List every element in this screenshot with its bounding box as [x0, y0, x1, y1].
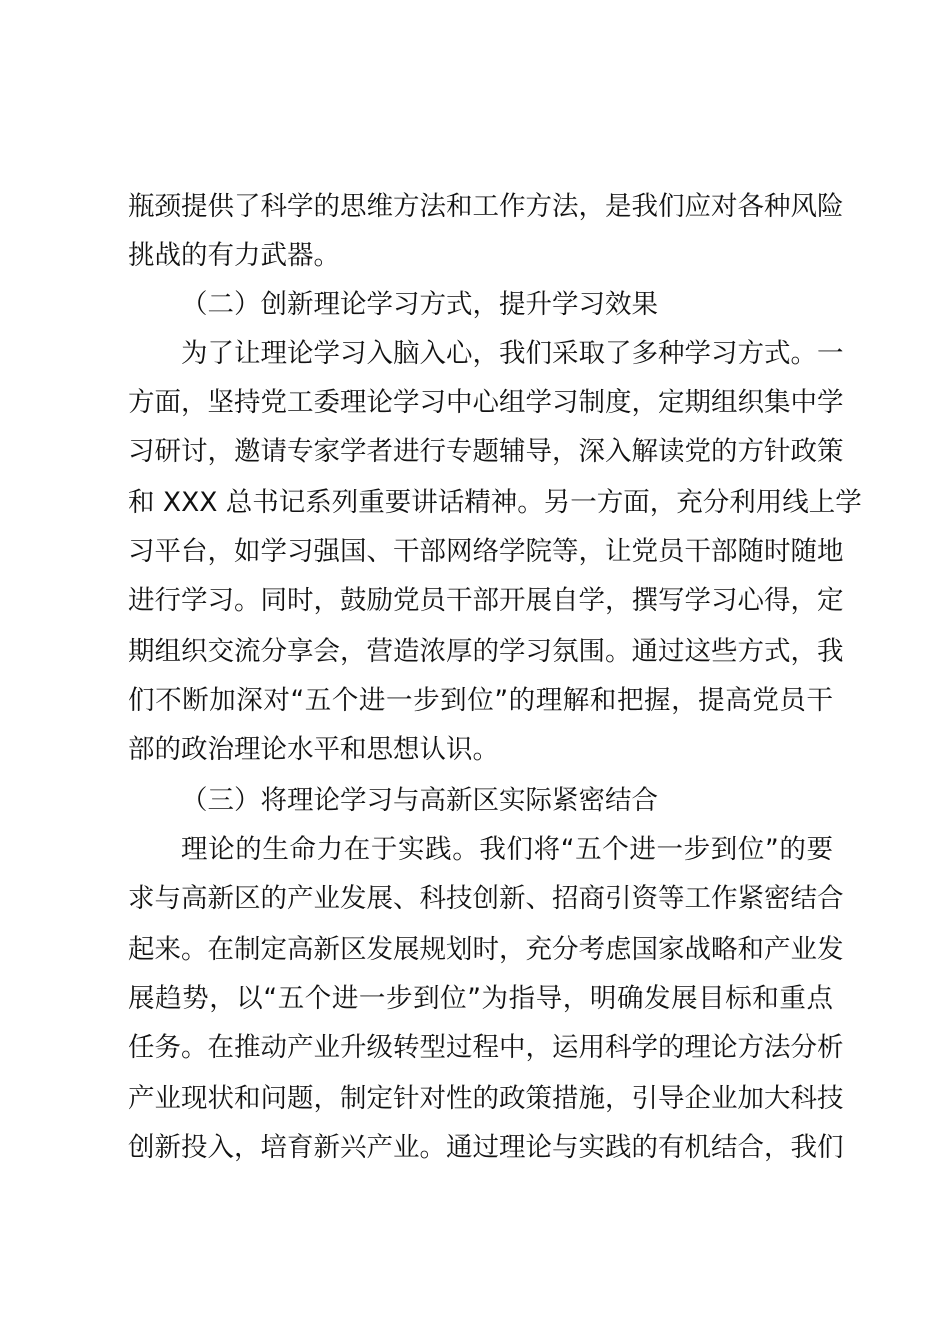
paragraph-line: 任务。在推动产业升级转型过程中，运用科学的理论方法分析 [128, 1032, 844, 1063]
paragraph-line: 展趋势，以“五个进一步到位”为指导，明确发展目标和重点 [128, 983, 833, 1014]
paragraph-line: 进行学习。同时，鼓励党员干部开展自学，撰写学习心得，定 [128, 585, 844, 616]
section-heading: （二）创新理论学习方式，提升学习效果 [181, 289, 658, 320]
paragraph-line: 和 XXX 总书记系列重要讲话精神。另一方面，充分利用线上学 [128, 487, 862, 518]
paragraph-line: 为了让理论学习入脑入心，我们采取了多种学习方式。一 [181, 338, 844, 369]
paragraph-line: 创新投入，培育新兴产业。通过理论与实践的有机结合，我们 [128, 1132, 844, 1163]
paragraph-line: 挑战的有力武器。 [128, 240, 340, 271]
paragraph-line: 们不断加深对“五个进一步到位”的理解和把握，提高党员干 [128, 685, 833, 716]
paragraph-line: 期组织交流分享会，营造浓厚的学习氛围。通过这些方式，我 [128, 636, 844, 667]
paragraph-line: 部的政治理论水平和思想认识。 [128, 734, 499, 765]
paragraph-line: 方面，坚持党工委理论学习中心组学习制度，定期组织集中学 [128, 387, 844, 418]
paragraph-line: 产业现状和问题，制定针对性的政策措施，引导企业加大科技 [128, 1083, 844, 1114]
paragraph-line: 习平台，如学习强国、干部网络学院等，让党员干部随时随地 [128, 536, 844, 567]
section-heading: （三）将理论学习与高新区实际紧密结合 [181, 785, 658, 816]
paragraph-line: 理论的生命力在于实践。我们将“五个进一步到位”的要 [181, 834, 833, 865]
paragraph-line: 求与高新区的产业发展、科技创新、招商引资等工作紧密结合 [128, 883, 844, 914]
paragraph-line: 习研讨，邀请专家学者进行专题辅导，深入解读党的方针政策 [128, 436, 844, 467]
paragraph-line: 起来。在制定高新区发展规划时，充分考虑国家战略和产业发 [128, 934, 844, 965]
paragraph-line: 瓶颈提供了科学的思维方法和工作方法，是我们应对各种风险 [128, 191, 844, 222]
